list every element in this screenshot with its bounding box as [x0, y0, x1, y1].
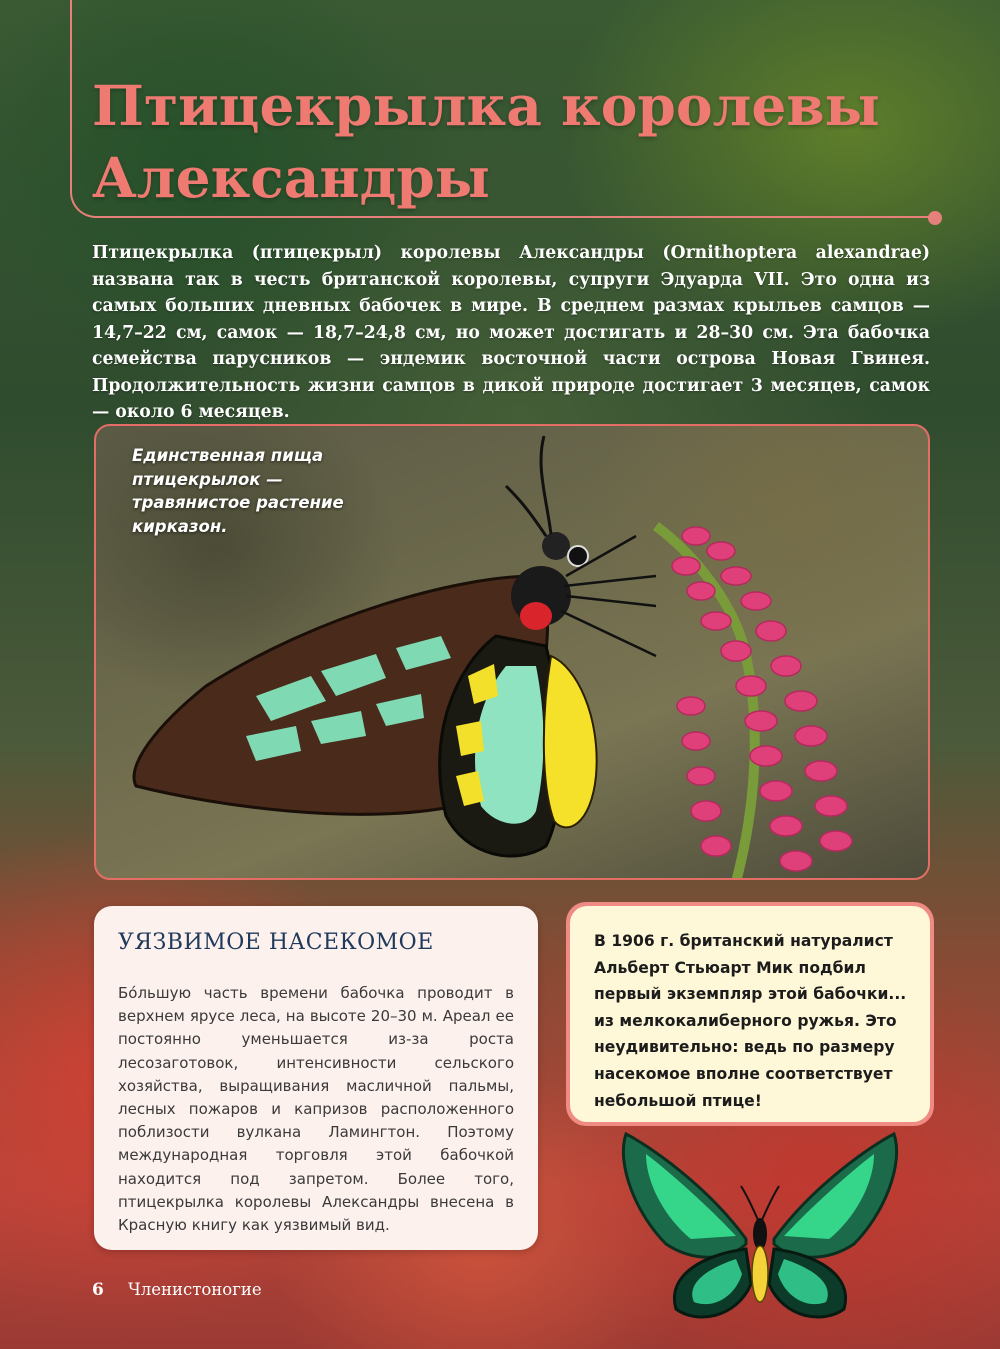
vulnerable-box-text: Бо́льшую часть времени бабочка проводит в верхнем ярусе леса, на высоте 20–30 м. Ареал ее постоянно уменьшается из-за роста лесозаготовок, интенсивности сельского хозяйства, выращивания масличной пальмы, лесных пожаров и капризов расположенного поблизости вулкана Ламингтон. Поэтому международная торговля этой бабочкой находится под запретом. Более того, птицекрылка королевы Александры внесена в Красную книгу как уязвимый вид.: [118, 984, 514, 1235]
fact-box-text: В 1906 г. британский натуралист Альберт Стьюарт Мик подбил первый экземпляр этой бабочки... из мелкокалиберного ружья. Это неудивительно: ведь по размеру насекомое вполне соответствует небольшой птице!: [594, 932, 907, 1110]
intro-paragraph: Птицекрылка (птицекрыл) королевы Александры (Ornithoptera alexandrae) названа так в честь британской королевы, супруги Эдуарда VII. Это одна из самых больших дневных бабочек в мире. В среднем размах крыльев самцов — 14,7–22 см, самок — 18,7–24,8 см, но может достигать и 28–30 см. Эта бабочка семейства парусников — эндемик восточной части острова Новая Гвинея. Продолжительность жизни самцов в дикой природе достигает 3 месяцев, самок — около 6 месяцев.: [92, 243, 930, 422]
page-number: 6: [92, 1280, 104, 1300]
title-frame-dot: [928, 211, 942, 225]
page-title: Птицекрылка королевы Александры: [92, 73, 880, 210]
vulnerable-box-title: УЯЗВИМОЕ НАСЕКОМОЕ: [118, 930, 434, 955]
fact-box: [566, 902, 934, 1126]
section-name: Членистоногие: [128, 1280, 262, 1299]
photo-caption: Единственная пища птицекрылок — травянистое растение кирказон.: [132, 446, 344, 536]
butterfly-photo: [94, 424, 930, 880]
fact-box-inner: [570, 906, 930, 1122]
green-butterfly-icon: [586, 1124, 934, 1349]
vulnerable-insect-box: [94, 906, 538, 1250]
